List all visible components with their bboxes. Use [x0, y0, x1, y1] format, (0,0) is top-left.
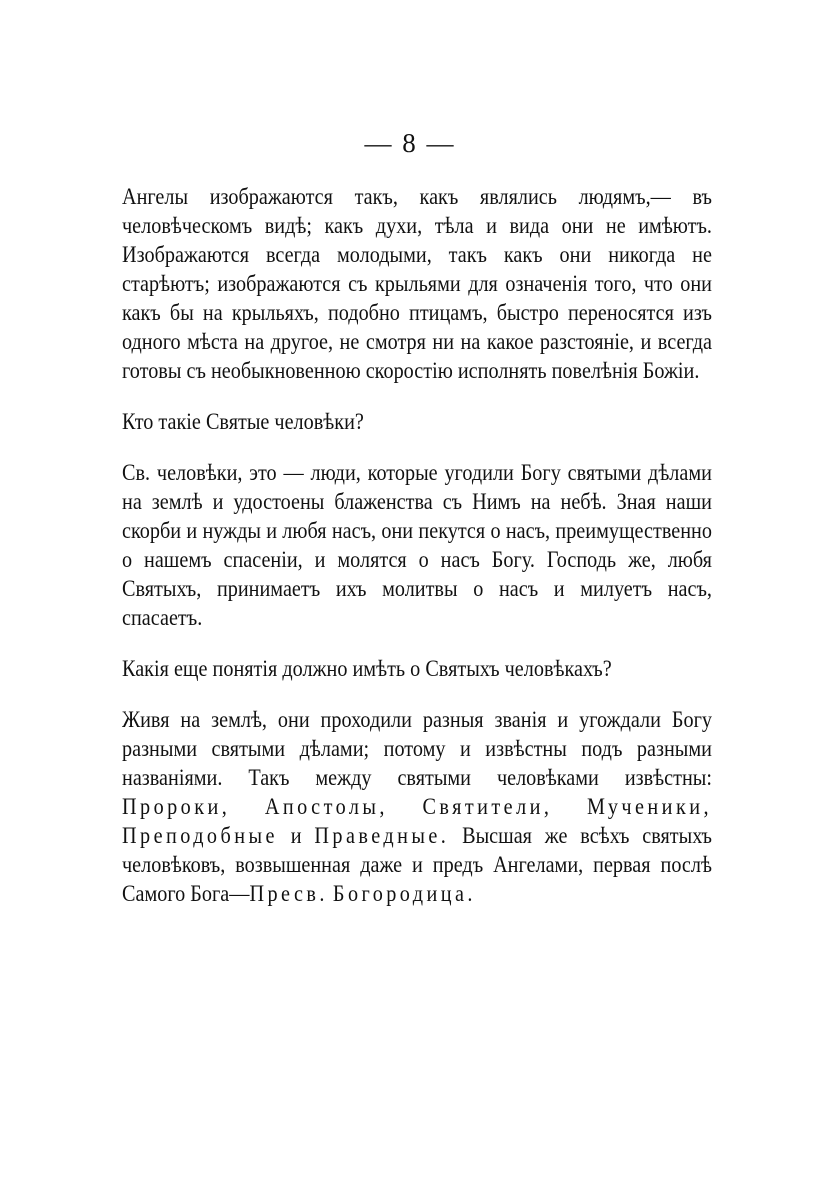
- body-text: [122, 183, 712, 931]
- ranks-highest: Высшая же всѣхъ святыхъ человѣковъ, возвышенная даже и предъ Ангелами, первая послѣ Самого Бога—: [122, 823, 712, 907]
- question-concepts: Какія еще понятія должно имѣть о Святыхъ человѣкахъ?: [122, 656, 612, 682]
- paragraph-angels: Ангелы изображаются такъ, какъ являлись людямъ,— въ человѣческомъ видѣ; какъ духи, тѣла и вида они не имѣютъ. Изображаются всегда молодыми, такъ какъ они никогда не старѣютъ; изображаются съ крыльями для означенія того, что они какъ бы на крыльяхъ, подобно птицамъ, быстро переносятся изъ одного мѣста на другое, не смотря ни на какое разстояніе, и всегда готовы съ необыкновенною скоростію исполнять повелѣнія Божіи.: [122, 184, 712, 384]
- paragraph-saints: Св. человѣки, это — люди, которые угодили Богу святыми дѣлами на землѣ и удостоены блаженства съ Нимъ на небѣ. Зная наши скорби и нужды и любя насъ, они пекутся о насъ, преимущественно о нашемъ спасеніи, и молятся о насъ Богу. Господь же, любя Святыхъ, принимаетъ ихъ молитвы о насъ и милуетъ насъ, спасаетъ.: [122, 460, 712, 631]
- page-number: — 8 —: [364, 128, 456, 158]
- term-venerable: Преподобные: [122, 823, 278, 849]
- question-saints: Кто такіе Святые человѣки?: [122, 409, 364, 435]
- term-apostles: Апостолы,: [264, 794, 388, 820]
- term-martyrs: Мученики,: [586, 794, 712, 820]
- term-righteous: Праведные.: [314, 823, 450, 849]
- theotokos-title: Пресв.: [249, 881, 328, 907]
- term-prophets: Пророки,: [122, 794, 231, 820]
- paragraph-ranks: [122, 706, 712, 909]
- term-conjunction: и: [290, 823, 302, 849]
- ranks-intro: Живя на землѣ, они проходили разныя званія и угождали Богу разными святыми дѣлами; потому и извѣстны подъ разными названіями. Такъ между святыми человѣками извѣстны:: [122, 707, 712, 791]
- term-hierarchs: Святители,: [422, 794, 553, 820]
- theotokos-name: Богородица.: [332, 881, 476, 907]
